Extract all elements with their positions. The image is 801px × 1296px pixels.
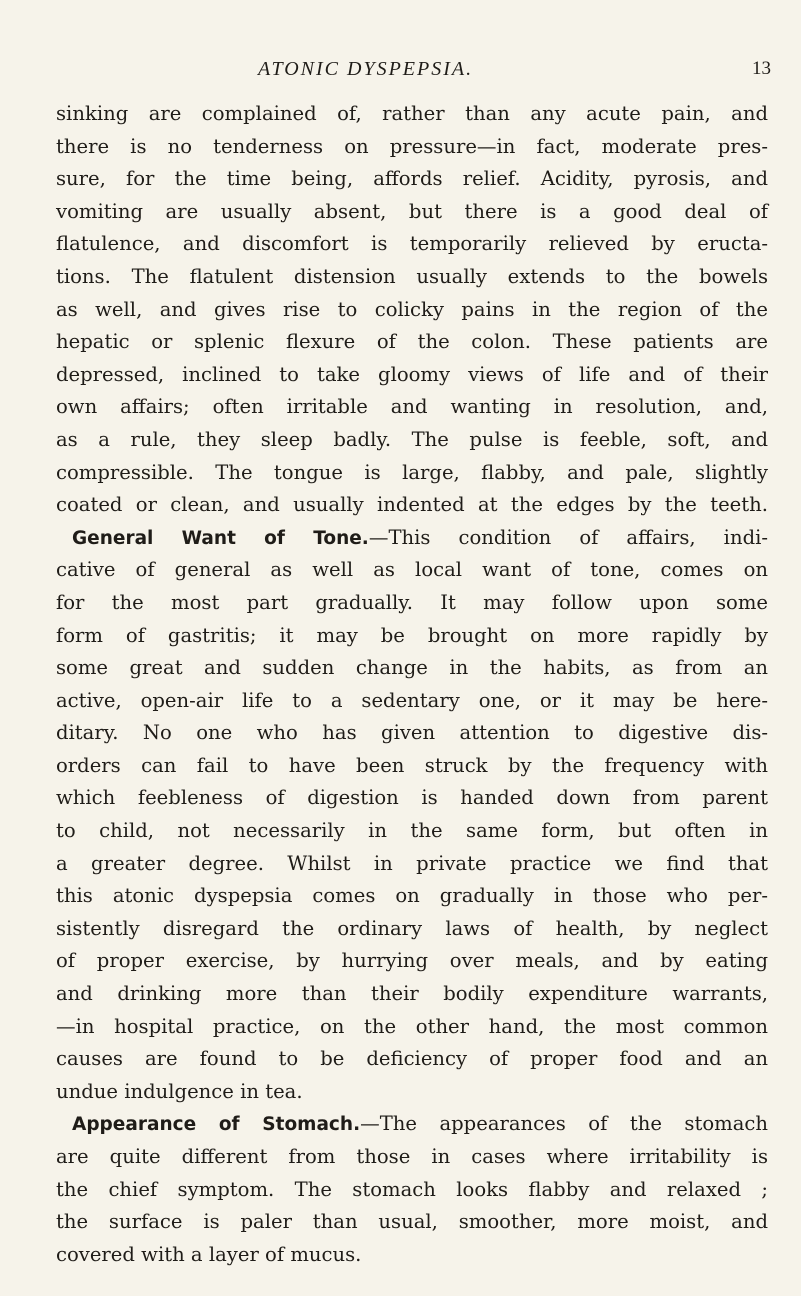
section-first-line bbox=[56, 1108, 768, 1141]
text-line: cative of general as well as local want of tone, comes on bbox=[56, 558, 768, 582]
text-line: there is no tenderness on pressure—in fact, moderate pres- bbox=[56, 134, 768, 158]
text-line: —in hospital practice, on the other hand, the most common bbox=[56, 1014, 768, 1038]
text-line: the chief symptom. The stomach looks flabby and relaxed ; bbox=[56, 1177, 768, 1201]
text-line: coated or clean, and usually indented at the edges by the teeth. bbox=[56, 493, 768, 517]
text-line: sistently disregard the ordinary laws of health, by neglect bbox=[56, 916, 768, 940]
text-line: to child, not necessarily in the same form, but often in bbox=[56, 819, 768, 843]
text-line: own affairs; often irritable and wanting in resolution, and, bbox=[56, 395, 768, 419]
text-line: as a rule, they sleep badly. The pulse is feeble, soft, and bbox=[56, 427, 768, 451]
section-heading-general-want-of-tone: General Want of Tone. bbox=[72, 527, 369, 549]
text-line: this atonic dyspepsia comes on gradually in those who per- bbox=[56, 884, 768, 908]
text-line: form of gastritis; it may be brought on more rapidly by bbox=[56, 623, 768, 647]
body-text bbox=[56, 98, 768, 1271]
text-line: are quite different from those in cases where irritability is bbox=[56, 1145, 768, 1168]
running-title: ATONIC DYSPEPSIA. bbox=[258, 58, 474, 80]
text-line: sinking are complained of, rather than any acute pain, and bbox=[56, 102, 768, 125]
section-first-line bbox=[56, 522, 768, 555]
text-line: causes are found to be deficiency of proper food and an bbox=[56, 1047, 768, 1071]
text-line: for the most part gradually. It may follow upon some bbox=[56, 590, 768, 614]
text-line: and drinking more than their bodily expenditure warrants, bbox=[56, 982, 768, 1006]
text-line: which feebleness of digestion is handed down from parent bbox=[56, 786, 768, 810]
text-line: of proper exercise, by hurrying over meals, and by eating bbox=[56, 949, 768, 973]
text-line: orders can fail to have been struck by the frequency with bbox=[56, 753, 768, 777]
text-line: sure, for the time being, affords relief. Acidity, pyrosis, and bbox=[56, 167, 768, 191]
text-line: vomiting are usually absent, but there is a good deal of bbox=[56, 199, 768, 223]
text-line: hepatic or splenic flexure of the colon. These patients are bbox=[56, 330, 768, 354]
section-lead-text: —The appearances of the stomach bbox=[360, 1112, 768, 1136]
text-line: undue indulgence in tea. bbox=[56, 1079, 303, 1103]
text-line: some great and sudden change in the habits, as from an bbox=[56, 656, 768, 680]
text-line: compressible. The tongue is large, flabby, and pale, slightly bbox=[56, 460, 768, 484]
text-line: as well, and gives rise to colicky pains in the region of the bbox=[56, 297, 768, 321]
text-line: depressed, inclined to take gloomy views of life and of their bbox=[56, 362, 768, 386]
section-lead-text: —This condition of affairs, indi- bbox=[368, 525, 769, 549]
text-line: active, open-air life to a sedentary one, or it may be here- bbox=[56, 688, 768, 712]
text-line: ditary. No one who has given attention to digestive dis- bbox=[56, 721, 768, 745]
text-line: the surface is paler than usual, smoother, more moist, and bbox=[56, 1210, 768, 1234]
running-head bbox=[0, 58, 801, 88]
page-number: 13 bbox=[752, 58, 771, 79]
text-line: covered with a layer of mucus. bbox=[56, 1242, 362, 1266]
text-line: flatulence, and discomfort is temporarily relieved by eructa- bbox=[56, 232, 768, 256]
text-line: tions. The flatulent distension usually extends to the bowels bbox=[56, 264, 768, 288]
section-heading-appearance-of-stomach: Appearance of Stomach. bbox=[72, 1114, 361, 1136]
text-line: a greater degree. Whilst in private practice we find that bbox=[56, 851, 768, 875]
